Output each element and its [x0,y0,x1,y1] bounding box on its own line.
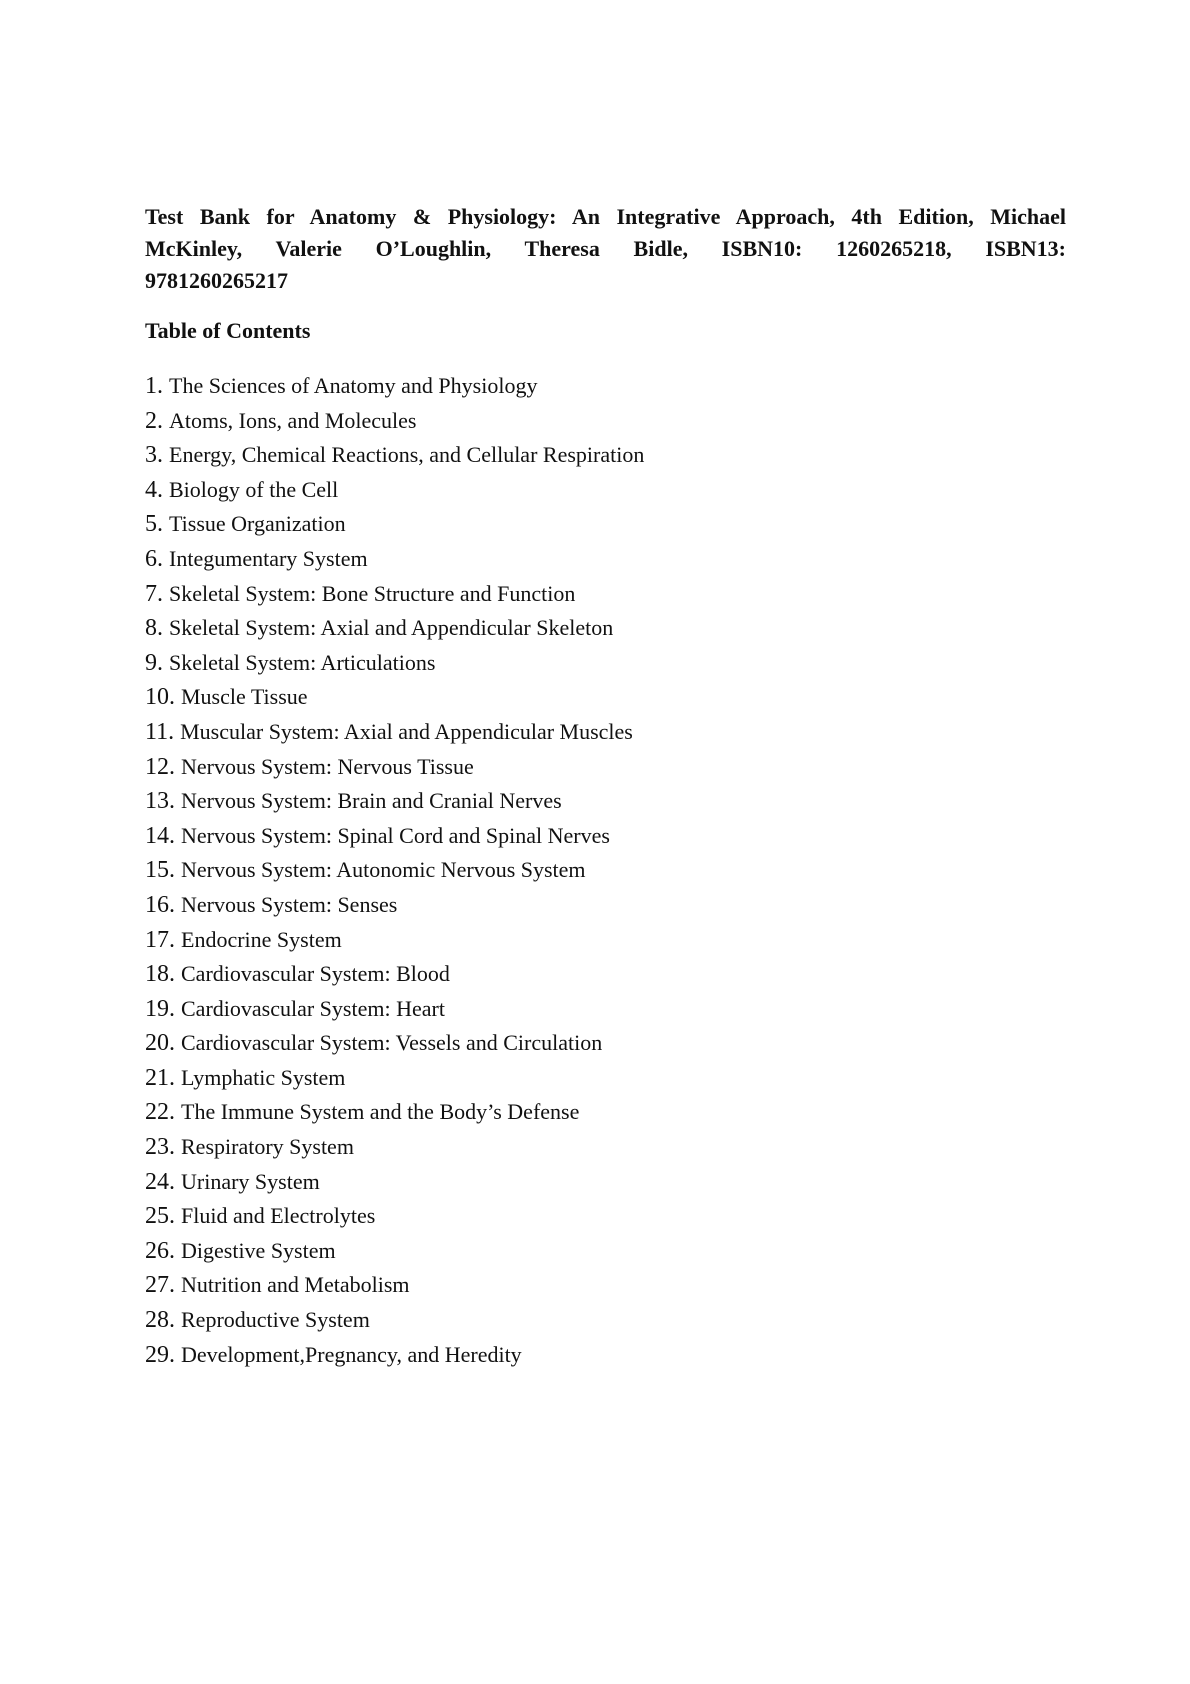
toc-item [145,542,644,577]
chapter-title: Skeletal System: Bone Structure and Function [169,580,576,606]
toc-item [145,369,644,404]
chapter-title: Nervous System: Nervous Tissue [181,753,474,779]
chapter-title: Nutrition and Metabolism [181,1272,410,1298]
toc-item [145,853,644,888]
chapter-title: Cardiovascular System: Heart [181,995,445,1021]
toc-item [145,1338,644,1373]
toc-item [145,1095,644,1130]
chapter-title: Muscular System: Axial and Appendicular Muscles [180,718,633,744]
chapter-number: 29. [145,1341,175,1368]
chapter-number: 7. [145,580,163,607]
chapter-number: 13. [145,788,175,815]
chapter-title: The Sciences of Anatomy and Physiology [169,373,538,398]
chapter-title: Atoms, Ions, and Molecules [169,407,417,433]
chapter-title: Cardiovascular System: Vessels and Circulation [181,1030,603,1056]
chapter-number: 22. [145,1099,175,1126]
title-line: Test Bank for Anatomy & Physiology: An Integrative Approach, 4th Edition, Michael [145,204,1066,229]
toc-item [145,957,644,992]
chapter-title: Nervous System: Brain and Cranial Nerves [181,788,562,814]
toc-item [145,1026,644,1061]
chapter-title: Nervous System: Senses [181,891,398,917]
table-of-contents [145,369,644,1372]
chapter-title: Digestive System [181,1237,336,1263]
chapter-title: Lymphatic System [181,1064,346,1090]
toc-item [145,577,644,612]
toc-item [145,1303,644,1338]
chapter-number: 21. [145,1064,175,1091]
chapter-title: Tissue Organization [169,511,346,537]
toc-item [145,992,644,1027]
chapter-number: 3. [145,442,163,469]
chapter-number: 14. [145,822,175,849]
toc-item [145,888,644,923]
chapter-number: 20. [145,1030,175,1057]
chapter-number: 19. [145,995,175,1022]
chapter-number: 25. [145,1203,175,1230]
chapter-number: 18. [145,961,175,988]
toc-item [145,611,644,646]
title-line: 9781260265217 [145,268,288,293]
toc-item [145,473,644,508]
chapter-title: Endocrine System [181,926,342,952]
toc-item [145,1199,644,1234]
toc-item [145,1061,644,1096]
chapter-number: 23. [145,1134,175,1161]
chapter-number: 1. [145,373,163,399]
chapter-number: 10. [145,684,175,711]
toc-item [145,507,644,542]
chapter-number: 2. [145,407,163,434]
toc-item [145,438,644,473]
toc-item [145,784,644,819]
chapter-number: 9. [145,649,163,676]
document-title [145,201,1066,297]
chapter-title: Development,Pregnancy, and Heredity [181,1341,522,1367]
toc-item [145,404,644,439]
chapter-number: 27. [145,1272,175,1299]
title-line: McKinley, Valerie O’Loughlin, Theresa Bidle, ISBN10: 1260265218, ISBN13: [145,236,1066,261]
chapter-title: Fluid and Electrolytes [181,1203,376,1229]
toc-item [145,715,644,750]
chapter-number: 12. [145,753,175,780]
chapter-number: 11. [145,718,175,745]
toc-item [145,680,644,715]
chapter-title: Energy, Chemical Reactions, and Cellular Respiration [169,442,645,468]
chapter-number: 5. [145,511,163,538]
chapter-title: The Immune System and the Body’s Defense [181,1099,580,1125]
chapter-number: 16. [145,891,175,918]
chapter-number: 8. [145,615,163,642]
toc-item [145,1130,644,1165]
chapter-title: Nervous System: Autonomic Nervous System [181,857,586,883]
chapter-number: 28. [145,1307,175,1334]
toc-item [145,819,644,854]
chapter-title: Skeletal System: Articulations [169,649,436,675]
chapter-title: Cardiovascular System: Blood [181,961,450,987]
chapter-title: Muscle Tissue [181,684,308,710]
toc-item [145,1165,644,1200]
toc-item [145,1268,644,1303]
chapter-number: 4. [145,476,163,503]
chapter-number: 17. [145,926,175,953]
chapter-title: Reproductive System [181,1307,370,1333]
chapter-title: Nervous System: Spinal Cord and Spinal Nerves [181,822,610,848]
chapter-title: Skeletal System: Axial and Appendicular Skeleton [169,615,614,641]
toc-heading: Table of Contents [145,318,311,343]
chapter-title: Urinary System [181,1168,320,1194]
chapter-number: 15. [145,857,175,884]
chapter-number: 6. [145,545,163,572]
chapter-title: Biology of the Cell [169,476,339,502]
chapter-number: 26. [145,1237,175,1264]
toc-item [145,750,644,785]
toc-item [145,1234,644,1269]
chapter-title: Respiratory System [181,1134,354,1160]
toc-item [145,646,644,681]
toc-item [145,923,644,958]
chapter-number: 24. [145,1168,175,1195]
chapter-title: Integumentary System [169,545,368,571]
